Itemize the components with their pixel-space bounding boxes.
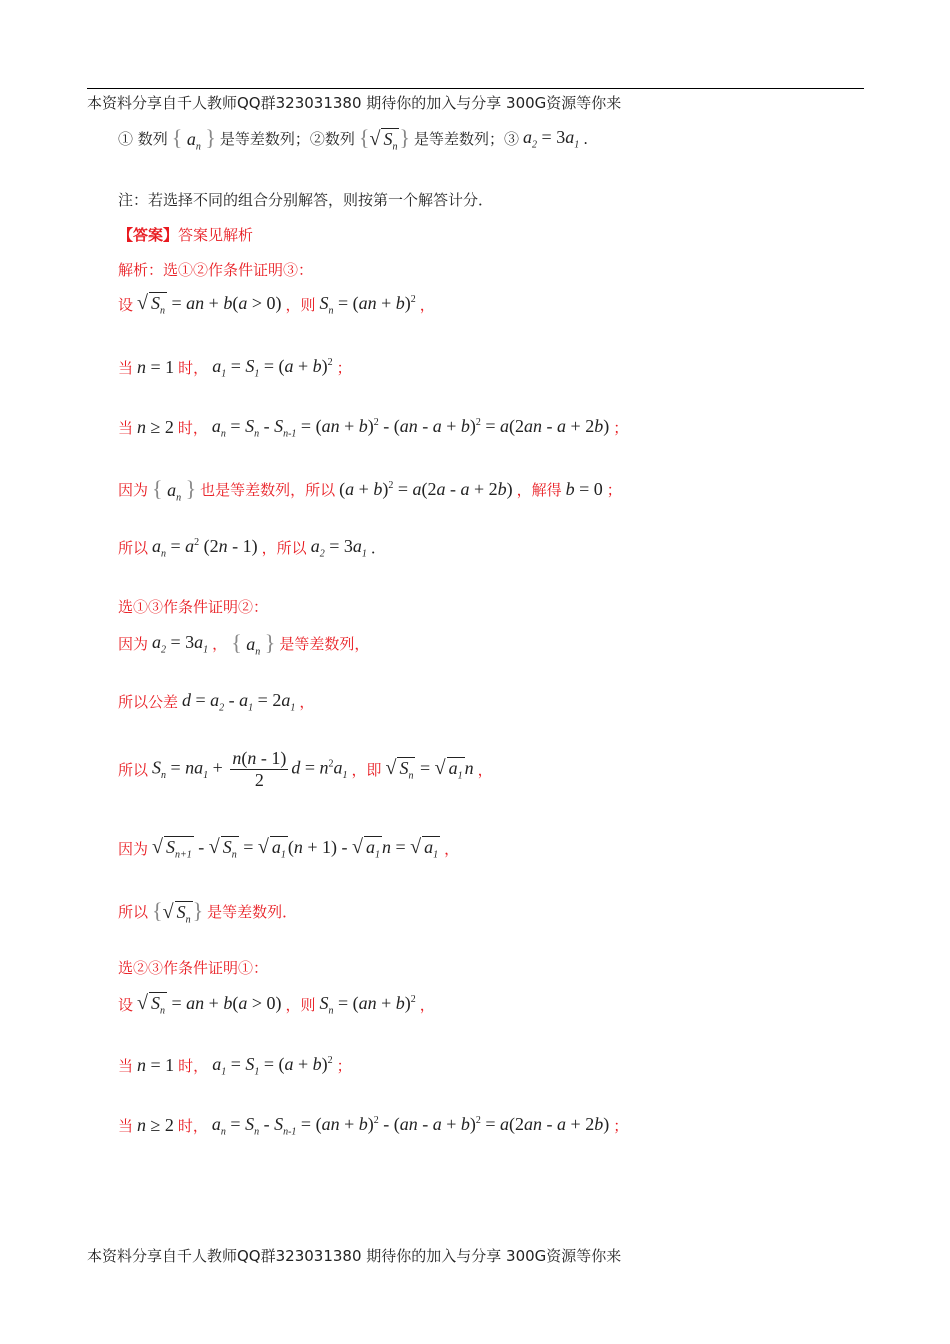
formula: $d = a_2 - a_1 = 2a_1$ <box>182 690 296 714</box>
s1-step-4: 因为 { $a_n$ } 也是等差数列，所以 $(a + b)^2 = a(2a - a + 2b)$ ，解得 b = 0 ； <box>118 476 622 504</box>
s1-step-3: 当 n ≥ 2 时， $a_n = S_n - S_{n-1} = (an + b)^2 - (an - a + b)^2 = a(2an - a + 2b)$ ； <box>118 416 629 440</box>
section-2-title: 选①③作条件证明②： <box>118 598 269 616</box>
condition-1-label: ① 数列 <box>118 130 168 149</box>
formula: √ $S_n$ = an + b(a > 0) <box>137 292 282 317</box>
formula: n = 1 <box>137 1055 175 1076</box>
formula: $a_2 = 3a_1$ <box>310 536 367 560</box>
formula: $a_2 = 3a_1$ <box>152 632 209 656</box>
formula-an-seq: { $a_n$ } <box>171 125 216 153</box>
note: 注：若选择不同的组合分别解答，则按第一个解答计分． <box>118 191 494 209</box>
formula: $a_1 = S_1 = (a + b)^2$ <box>212 356 333 380</box>
formula: √ $S_n$ = √ $a_1$ n <box>385 757 474 782</box>
formula: $S_n = (an + b)^2$ <box>319 992 416 1017</box>
formula: { $a_n$ } <box>231 630 276 658</box>
s1-step-5: 所以 $a_n = a^2$ (2n - 1) ，所以 $a_2 = 3a_1$ ． <box>118 536 386 560</box>
s3-step-3: 当 n ≥ 2 时， $a_n = S_n - S_{n-1} = (an + b)^2 - (an - a + b)^2 = a(2an - a + 2b)$ ； <box>118 1114 629 1138</box>
formula: $a_n = S_n - S_{n-1} = (an + b)^2 - (an - a + b)^2 = a(2an - a + 2b)$ <box>211 1114 610 1138</box>
formula: $a_n = a^2$ (2n - 1) <box>152 536 258 560</box>
formula: $a_1 = S_1 = (a + b)^2$ <box>212 1054 333 1078</box>
s2-step-4: 因为 √ $S_{n+1}$ - √ $S_n$ = √ $a_1$ (n + 1) - √ $a_1$ n = √ $a_1$ ， <box>118 836 460 861</box>
s2-step-1: 因为 $a_2 = 3a_1$ ， { $a_n$ } 是等差数列， <box>118 630 370 658</box>
formula: { $a_n$ } <box>152 476 197 504</box>
s2-step-3: 所以 $S_n = na_1$ + $\frac{n(n - 1)}{2}$ $d = n^2a_1$ ，即 √ $S_n$ = √ $a_1$ n ， <box>118 748 493 790</box>
condition-1-tail: 是等差数列；②数列 <box>219 130 355 149</box>
formula: $(a + b)^2 = a(2a - a + 2b)$ <box>339 479 513 500</box>
section-3-title: 选②③作条件证明①： <box>118 959 269 977</box>
page-footer: 本资料分享自千人教师QQ群323031380 期待你的加入与分享 300G资源等你来 <box>87 1247 622 1265</box>
formula: n = 1 <box>137 357 175 378</box>
answer-text: 答案见解析 <box>178 226 254 244</box>
section-1-title: 解析：选①②作条件证明③： <box>118 261 314 279</box>
formula: $S_n = (an + b)^2$ <box>319 292 416 317</box>
s1-step-2: 当 n = 1 时， $a_1 = S_1 = (a + b)^2$ ； <box>118 356 352 380</box>
formula: b = 0 <box>565 479 603 500</box>
answer-bracket: 【答案】 <box>118 226 179 244</box>
answer-line <box>118 224 253 245</box>
s2-step-5: 所以 {√ $S_n$} 是等差数列． <box>118 898 298 926</box>
formula: n ≥ 2 <box>137 1115 174 1136</box>
formula-sqrt-sn-seq: {√ $S_n$} <box>358 125 411 153</box>
formula: {√ $S_n$} <box>152 898 204 926</box>
s3-step-2: 当 n = 1 时， $a_1 = S_1 = (a + b)^2$ ； <box>118 1054 352 1078</box>
s3-step-1: 设 √ $S_n$ = an + b(a > 0) ，则 $S_n = (an + b)^2$ ， <box>118 992 435 1017</box>
s2-step-2: 所以公差 $d = a_2 - a_1 = 2a_1$ ， <box>118 690 315 714</box>
formula: √ $S_{n+1}$ - √ $S_n$ = √ $a_1$ (n + 1) - √ $a_1$ n = √ $a_1$ <box>152 836 439 861</box>
formula-a2-3a1: $a_2 = 3a_1$ <box>523 127 580 151</box>
formula: n ≥ 2 <box>137 417 174 438</box>
page-header: 本资料分享自千人教师QQ群323031380 期待你的加入与分享 300G资源等你来 <box>87 88 864 113</box>
formula: $a_n = S_n - S_{n-1} = (an + b)^2 - (an - a + b)^2 = a(2an - a + 2b)$ <box>211 416 610 440</box>
condition-2-tail: 是等差数列；③ <box>414 130 520 149</box>
conditions-line: ① 数列 { $a_n$ } 是等差数列；②数列 {√ $S_n$} 是等差数列；③ $a_2 = 3a_1$ . <box>118 125 588 153</box>
formula: √ $S_n$ = an + b(a > 0) <box>137 992 282 1017</box>
s1-step-1: 设 √ $S_n$ = an + b(a > 0) ，则 $S_n = (an + b)^2$ ， <box>118 292 435 317</box>
formula: $S_n = na_1$ + $\frac{n(n - 1)}{2}$ $d = n^2a_1$ <box>152 748 348 790</box>
